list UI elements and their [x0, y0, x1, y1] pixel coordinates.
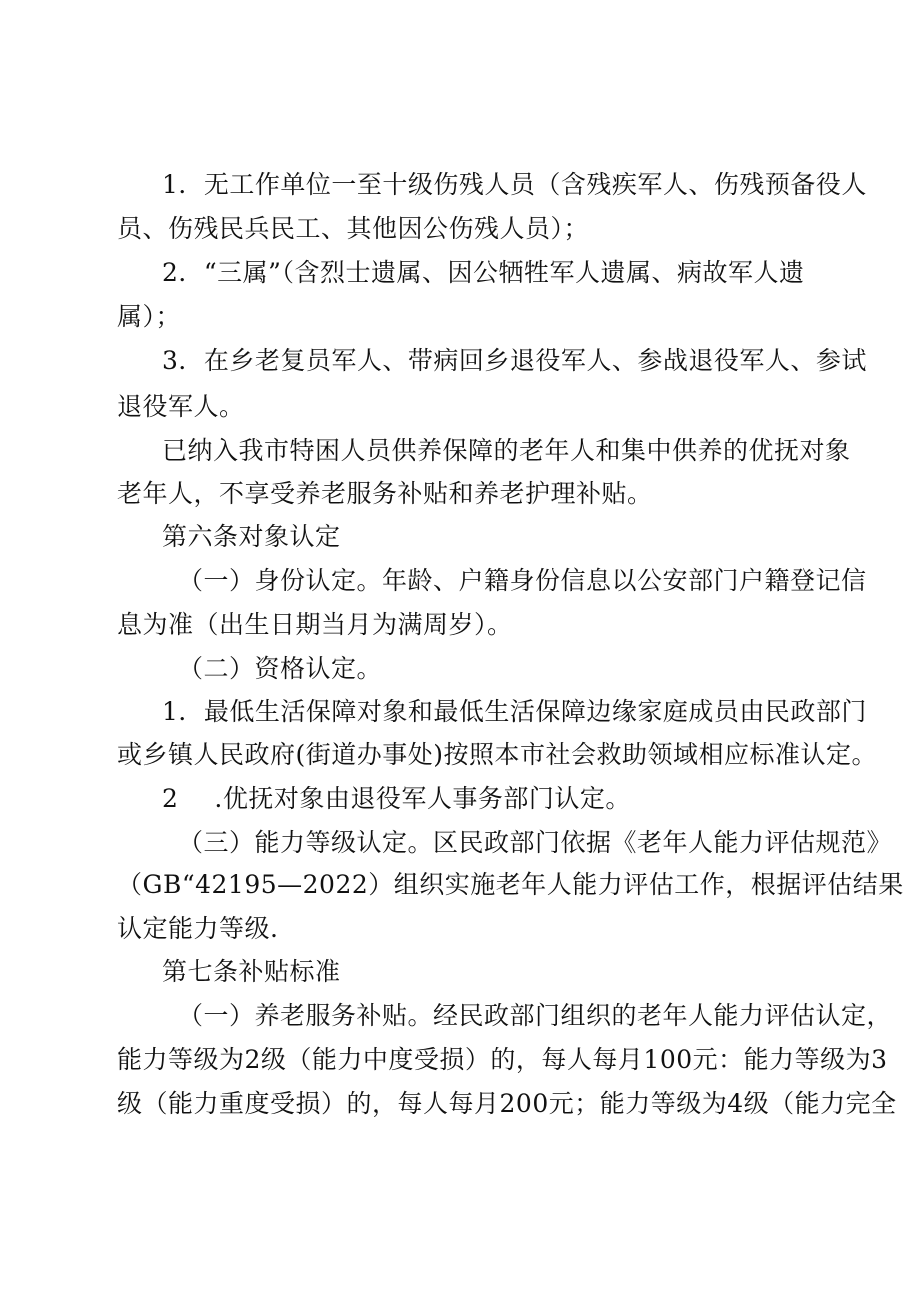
paragraph-line-21: 能力等级为2级（能力中度受损）的，每人每月100元：能力等级为3 — [117, 1045, 888, 1074]
paragraph-line-2: 员、伤残民兵民工、其他因公伤残人员）； — [117, 214, 590, 243]
paragraph-line-3: 2．“三属”（含烈士遗属、因公牺牲军人遗属、病故军人遗 — [162, 258, 805, 287]
paragraph-line-4: 属）； — [117, 302, 182, 331]
paragraph-line-1: 1．无工作单位一至十级伤残人员（含残疾军人、伤残预备役人 — [162, 170, 867, 199]
paragraph-line-10: （一）身份认定。年龄、户籍身份信息以公安部门户籍登记信 — [178, 566, 867, 595]
paragraph-line-6: 退役军人。 — [117, 392, 245, 421]
paragraph-line-12: （二）资格认定。 — [178, 654, 383, 683]
item-number: 2 — [162, 784, 179, 813]
paragraph-line-16: （三）能力等级认定。区民政部门依据《老年人能力评估规范》 — [178, 828, 893, 857]
paragraph-line-8: 老年人，不享受养老服务补贴和养老护理补贴。 — [117, 479, 653, 508]
article-heading-7: 第七条补贴标准 — [162, 957, 341, 986]
paragraph-line-14: 或乡镇人民政府(街道办事处)按照本市社会救助领域相应标准认定。 — [117, 740, 878, 769]
paragraph-line-18: 认定能力等级. — [117, 914, 279, 943]
paragraph-line-7: 已纳入我市特困人员供养保障的老年人和集中供养的优抚对象 — [162, 436, 851, 465]
paragraph-line-5: 3．在乡老复员军人、带病回乡退役军人、参战退役军人、参试 — [162, 346, 867, 375]
paragraph-line-15 — [162, 784, 631, 814]
paragraph-line-22: 级（能力重度受损）的，每人每月200元；能力等级为4级（能力完全 — [117, 1089, 897, 1118]
paragraph-line-17: （GB“42195—2022）组织实施老年人能力评估工作，根据评估结果 — [117, 870, 904, 899]
paragraph-line-11: 息为准（出生日期当月为满周岁）。 — [117, 610, 513, 639]
paragraph-line-20: （一）养老服务补贴。经民政部门组织的老年人能力评估认定， — [178, 1001, 893, 1030]
item-text: .优抚对象由退役军人事务部门认定。 — [214, 784, 631, 813]
paragraph-line-13: 1．最低生活保障对象和最低生活保障边缘家庭成员由民政部门 — [162, 697, 867, 726]
article-heading-6: 第六条对象认定 — [162, 522, 341, 551]
